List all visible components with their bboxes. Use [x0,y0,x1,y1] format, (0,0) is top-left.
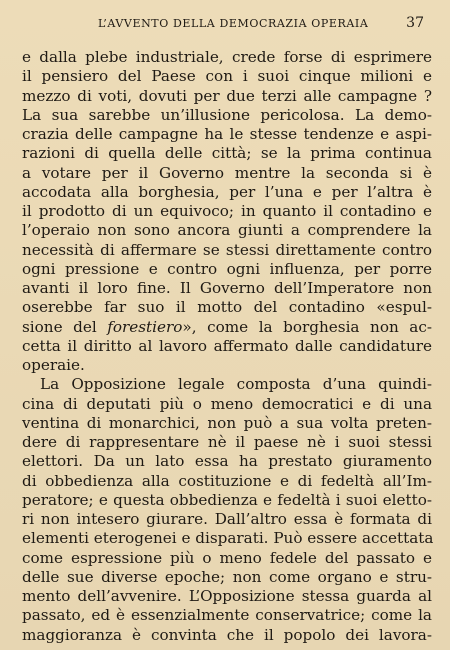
text-line: cina di deputati più o meno democratici e di una [22,394,432,413]
paragraph-start-line: La Opposizione legale composta d’una quindi- [40,375,432,394]
body-text [22,48,432,645]
text-line: mento dell’avvenire. L’Opposizione stessa guarda al [22,587,432,605]
text-line: a votare per il Governo mentre la seconda si è [22,163,432,182]
text-line: di obbedienza alla costituzione e di fedeltà all’Im- [22,471,432,490]
text-line: l’operaio non sono ancora giunti a comprendere la [22,221,432,240]
text-line: passato, ed è essenzialmente conservatrice; come la [22,606,432,625]
text-line: elementi eterogenei e disparati. Può essere accettata [22,529,434,548]
text-line: cetta il diritto al lavoro affermato dalle candidature [22,336,432,355]
text-line: ogni pressione e contro ogni influenza, per porre [22,259,432,278]
text-line: La sua sarebbe un’illusione pericolosa. La demo- [22,105,432,124]
text-line: delle sue diverse epoche; non come organo e stru- [22,567,432,586]
emphasized-word: forestiero [107,317,183,336]
page-header [22,13,432,37]
text-line: operaie. [22,356,85,374]
text-line: il pensiero del Paese con i suoi cinque milioni e [22,67,432,86]
text-line: accodata alla borghesia, per l’una e per l’altra è [22,182,432,201]
text-line: mezzo di voti, dovuti per due terzi alle campagne ? [22,86,432,105]
running-head: L’AVVENTO DELLA DEMOCRAZIA OPERAIA [98,17,369,30]
text-line: elettori. Da un lato essa ha prestato giuramento [22,452,432,471]
text-line: come espressione più o meno fedele del passato e [22,548,432,567]
text-line: dere di rappresentare nè il paese nè i suoi stessi [22,433,432,451]
text-line: avanti il loro fine. Il Governo dell’Imperatore non [22,279,432,297]
text-segment: », come la borghesia non ac- [182,317,432,336]
text-line: ri non intesero giurare. Dall’altro essa è formata di [22,510,432,528]
text-line: e dalla plebe industriale, crede forse di esprimere [22,48,432,66]
text-line: ventina di monarchici, non può a sua volta preten- [22,413,432,432]
text-line [22,318,432,337]
text-line: crazia delle campagne ha le stesse tendenze e aspi- [22,125,432,143]
text-line: maggioranza è convinta che il popolo dei lavora- [22,625,432,644]
text-line: peratore; e questa obbedienza e fedeltà i suoi eletto- [22,490,432,509]
text-line: il prodotto di un equivoco; in quanto il contadino e [22,202,432,220]
text-line: razioni di quella delle città; se la prima continua [22,144,432,163]
text-line: oserebbe far suo il motto del contadino «espul- [22,298,432,317]
page-number: 37 [406,15,424,31]
text-line: necessità di affermare se stessi direttamente contro [22,240,432,259]
text-segment: sione del [22,317,108,336]
